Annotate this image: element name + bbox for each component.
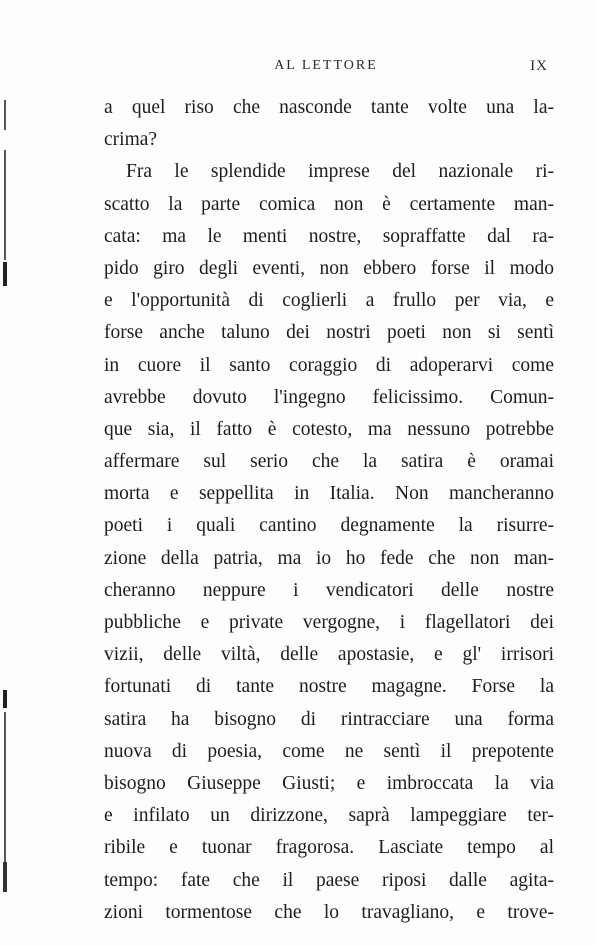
binding-mark [4,712,6,862]
body-text [104,92,554,929]
text-line: a quel riso che nasconde tante volte una la- [104,97,554,118]
binding-mark [3,690,7,708]
text-line: pubbliche e private vergogne, i flagellatori dei [104,612,554,633]
text-line: satira ha bisogno di rintracciare una forma [104,708,554,730]
page-header [104,58,548,82]
text-line: vizii, delle viltà, delle apostasie, e gl' irrisori [104,644,554,666]
binding-margin [0,0,14,945]
text-line: cheranno neppure i vendicatori delle nostre [104,579,554,601]
text-line: fortunati di tante nostre magagne. Forse la [104,676,554,698]
text-line: cata: ma le menti nostre, sopraffatte dal ra- [104,225,554,247]
text-line: poeti i quali cantino degnamente la risurre- [104,515,554,537]
text-line: avrebbe dovuto l'ingegno felicissimo. Comun- [104,386,554,408]
text-line: crima? [104,129,158,151]
text-line: morta e seppellita in Italia. Non mancheranno [104,483,554,505]
text-line: scatto la parte comica non è certamente man- [104,193,554,215]
running-head: AL LETTORE [274,58,378,73]
text-line: pido giro degli eventi, non ebbero forse il modo [104,257,554,279]
binding-mark [3,862,7,892]
text-line: forse anche taluno dei nostri poeti non si sentì [104,322,554,344]
text-line: que sia, il fatto è cotesto, ma nessuno potrebbe [104,418,554,440]
text-line: nuova di poesia, come ne sentì il prepotente [104,740,554,762]
text-line: zione della patria, ma io ho fede che non man- [104,547,554,569]
text-line: e l'opportunità di coglierli a frullo per via, e [104,290,554,312]
text-line: in cuore il santo coraggio di adoperarvi come [104,354,554,376]
text-line: bisogno Giuseppe Giusti; e imbroccata la via [104,772,554,794]
binding-mark [3,262,7,286]
text-line: tempo: fate che il paese riposi dalle agita- [104,869,554,891]
page-number: IX [530,58,548,74]
text-line: e infilato un dirizzone, saprà lampeggiare ter- [104,805,554,827]
text-line: affermare sul serio che la satira è oramai [104,451,554,473]
binding-mark [4,150,6,260]
binding-mark [4,100,6,130]
text-line: zioni tormentose che lo travagliano, e trove- [104,901,554,923]
text-line: Fra le splendide imprese del nazionale ri- [126,161,554,183]
text-line: ribile e tuonar fragorosa. Lasciate tempo al [104,837,554,859]
